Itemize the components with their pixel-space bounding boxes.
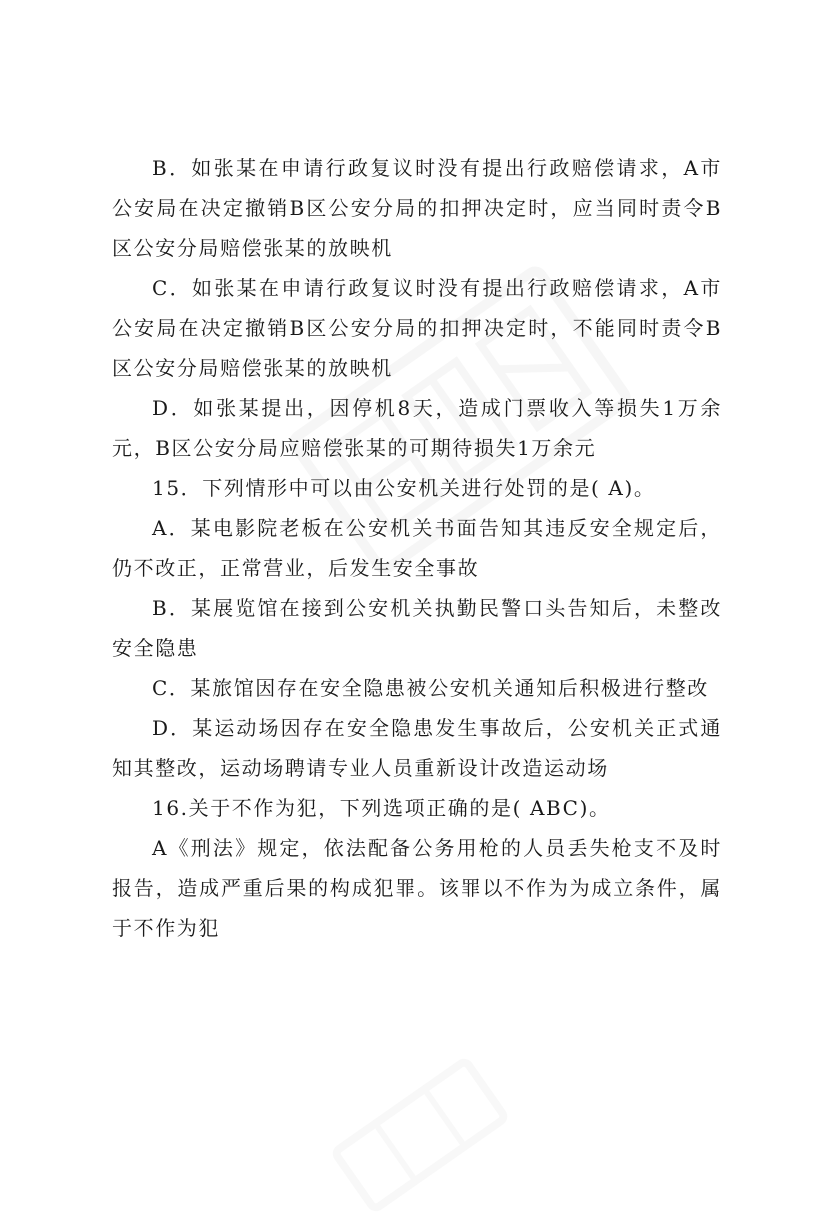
option-b-paragraph: B．如张某在申请行政复议时没有提出行政赔偿请求，A市公安局在决定撤销B区公安分局的扣押决定时，应当同时责令B区公安分局赔偿张某的放映机 [112, 156, 722, 260]
question-15-option-c: C．某旅馆因存在安全隐患被公安机关通知后积极进行整改 [152, 676, 709, 700]
question-15-option-a: A．某电影院老板在公安机关书面告知其违反安全规定后，仍不改正，正常营业，后发生安全事故 [112, 516, 722, 580]
question-15-stem: 15．下列情形中可以由公安机关进行处罚的是( A)。 [152, 476, 656, 500]
document-body [112, 148, 722, 948]
question-16-option-a: A《刑法》规定，依法配备公务用枪的人员丢失枪支不及时报告，造成严重后果的构成犯罪。该罪以不作为为成立条件，属于不作为犯 [112, 836, 722, 940]
option-c-paragraph: C．如张某在申请行政复议时没有提出行政赔偿请求，A市公安局在决定撤销B区公安分局的扣押决定时，不能同时责令B区公安分局赔偿张某的放映机 [112, 276, 722, 380]
question-15-option-d: D．某运动场因存在安全隐患发生事故后，公安机关正式通知其整改，运动场聘请专业人员重新设计改造运动场 [112, 716, 722, 780]
watermark-fragment-icon [320, 1047, 519, 1223]
option-d-paragraph: D．如张某提出，因停机8天，造成门票收入等损失1万余元，B区公安分局应赔偿张某的可期待损失1万余元 [112, 396, 722, 460]
question-16-stem: 16.关于不作为犯，下列选项正确的是( ABC)。 [152, 796, 611, 820]
question-15-option-b: B．某展览馆在接到公安机关执勤民警口头告知后，未整改安全隐患 [112, 596, 722, 660]
